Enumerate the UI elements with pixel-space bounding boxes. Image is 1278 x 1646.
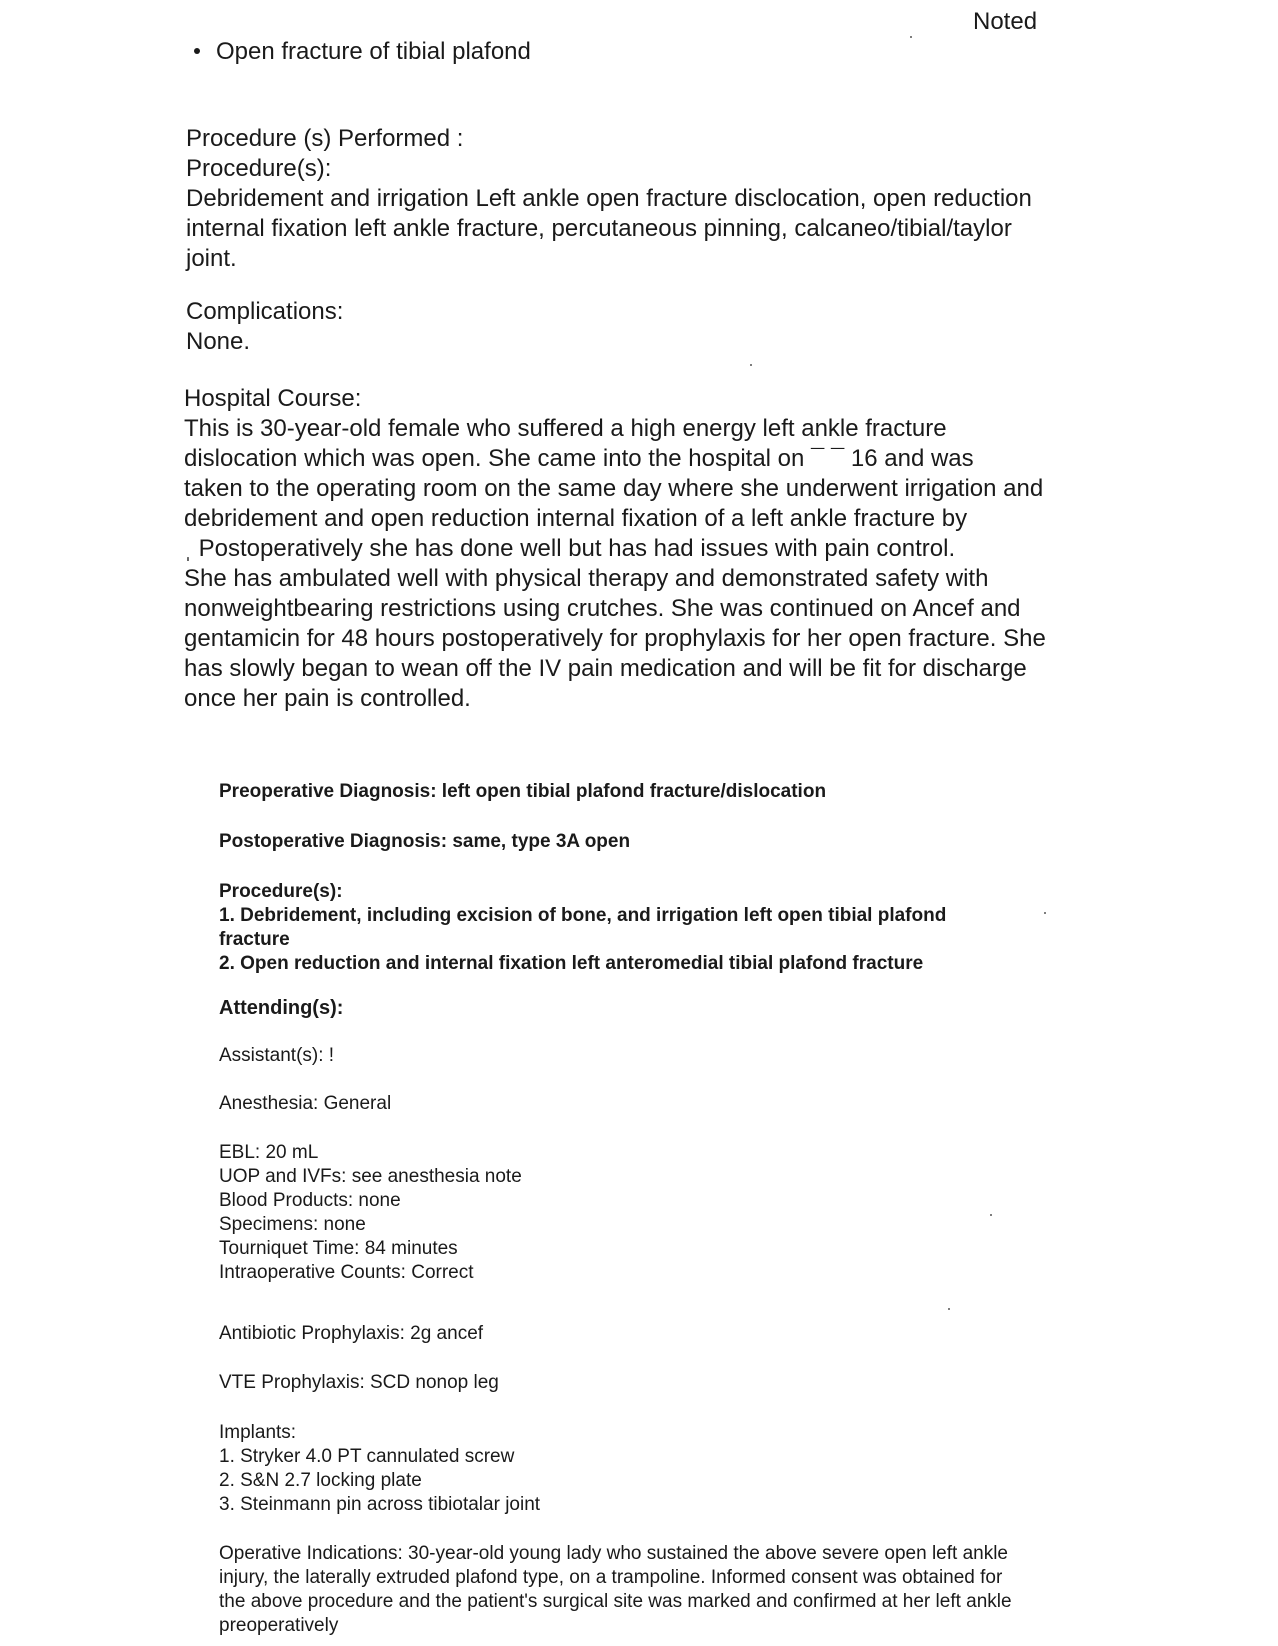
procedures-text-line: internal fixation left ankle fracture, percutaneous pinning, calcaneo/tibial/taylor bbox=[186, 215, 1012, 242]
diagnosis-bullet bbox=[194, 38, 531, 66]
assistant-label: Assistant(s): ! bbox=[219, 1045, 335, 1066]
hospital-course-heading: Hospital Course: bbox=[184, 385, 362, 412]
hospital-course-line: She has ambulated well with physical therapy and demonstrated safety with bbox=[184, 565, 989, 592]
complications-heading: Complications: bbox=[186, 298, 344, 325]
op-procedure-line: 2. Open reduction and internal fixation left anteromedial tibial plafond fracture bbox=[219, 953, 924, 974]
op-details-section bbox=[219, 1141, 522, 1285]
op-procedures-heading: Procedure(s): bbox=[219, 881, 343, 902]
scan-speck bbox=[990, 1214, 992, 1216]
implants-section bbox=[219, 1421, 540, 1517]
diagnosis-text: Open fracture of tibial plafond bbox=[216, 38, 531, 65]
bullet-icon bbox=[194, 48, 200, 54]
hospital-course-section bbox=[184, 384, 1046, 714]
procedures-text-line: Debridement and irrigation Left ankle open fracture disclocation, open reduction bbox=[186, 185, 1032, 212]
procedures-heading: Procedure(s): bbox=[186, 155, 332, 182]
procedures-performed-section bbox=[186, 124, 1032, 274]
hospital-course-line: ˌ Postoperatively she has done well but has had issues with pain control. bbox=[184, 535, 956, 562]
implants-heading: Implants: bbox=[219, 1422, 297, 1443]
implant-line: 3. Steinmann pin across tibiotalar joint bbox=[219, 1494, 541, 1515]
preop-diagnosis: Preoperative Diagnosis: left open tibial plafond fracture/dislocation bbox=[219, 781, 827, 802]
hospital-course-line: nonweightbearing restrictions using crutches. She was continued on Ancef and bbox=[184, 595, 1021, 622]
hospital-course-line: dislocation which was open. She came into the hospital on ¯ ¯ 16 and was bbox=[184, 445, 974, 472]
op-procedure-line: fracture bbox=[219, 929, 290, 950]
hospital-course-line: has slowly began to wean off the IV pain medication and will be fit for discharge bbox=[184, 655, 1027, 682]
hospital-course-line: This is 30-year-old female who suffered a high energy left ankle fracture bbox=[184, 415, 947, 442]
antibiotic-prophylaxis: Antibiotic Prophylaxis: 2g ancef bbox=[219, 1323, 484, 1344]
scan-speck bbox=[910, 36, 912, 38]
scan-speck bbox=[948, 1308, 950, 1310]
op-detail-line: Intraoperative Counts: Correct bbox=[219, 1262, 474, 1283]
indications-line: injury, the laterally extruded plafond type, on a trampoline. Informed consent was obtained for bbox=[219, 1567, 1003, 1588]
hospital-course-line: gentamicin for 48 hours postoperatively for prophylaxis for her open fracture. She bbox=[184, 625, 1046, 652]
noted-stamp: Noted bbox=[973, 8, 1038, 35]
procedures-text-line: joint. bbox=[186, 245, 237, 272]
attending-label: Attending(s): bbox=[219, 997, 344, 1019]
scan-speck bbox=[1044, 912, 1046, 914]
complications-value: None. bbox=[186, 328, 251, 355]
indications-line: preoperatively bbox=[219, 1615, 339, 1636]
op-detail-line: UOP and IVFs: see anesthesia note bbox=[219, 1166, 522, 1187]
scan-speck bbox=[750, 364, 752, 366]
vte-prophylaxis: VTE Prophylaxis: SCD nonop leg bbox=[219, 1372, 499, 1393]
implant-line: 2. S&N 2.7 locking plate bbox=[219, 1470, 422, 1491]
implant-line: 1. Stryker 4.0 PT cannulated screw bbox=[219, 1446, 515, 1467]
hospital-course-line: taken to the operating room on the same day where she underwent irrigation and bbox=[184, 475, 1044, 502]
postop-diagnosis: Postoperative Diagnosis: same, type 3A open bbox=[219, 831, 631, 852]
procedures-performed-heading: Procedure (s) Performed : bbox=[186, 125, 464, 152]
operative-indications-section bbox=[219, 1542, 1012, 1638]
hospital-course-line: once her pain is controlled. bbox=[184, 685, 471, 712]
op-detail-line: Specimens: none bbox=[219, 1214, 366, 1235]
op-detail-line: Blood Products: none bbox=[219, 1190, 401, 1211]
op-procedure-line: 1. Debridement, including excision of bone, and irrigation left open tibial plafond bbox=[219, 905, 947, 926]
hospital-course-line: debridement and open reduction internal fixation of a left ankle fracture by bbox=[184, 505, 968, 532]
op-detail-line: EBL: 20 mL bbox=[219, 1142, 319, 1163]
indications-line: the above procedure and the patient's surgical site was marked and confirmed at her left ankle bbox=[219, 1591, 1012, 1612]
op-detail-line: Tourniquet Time: 84 minutes bbox=[219, 1238, 458, 1259]
op-procedures-section bbox=[219, 880, 946, 976]
anesthesia-label: Anesthesia: General bbox=[219, 1093, 392, 1114]
indications-line: Operative Indications: 30-year-old young lady who sustained the above severe open left ankle bbox=[219, 1543, 1008, 1564]
complications-section bbox=[186, 297, 343, 357]
